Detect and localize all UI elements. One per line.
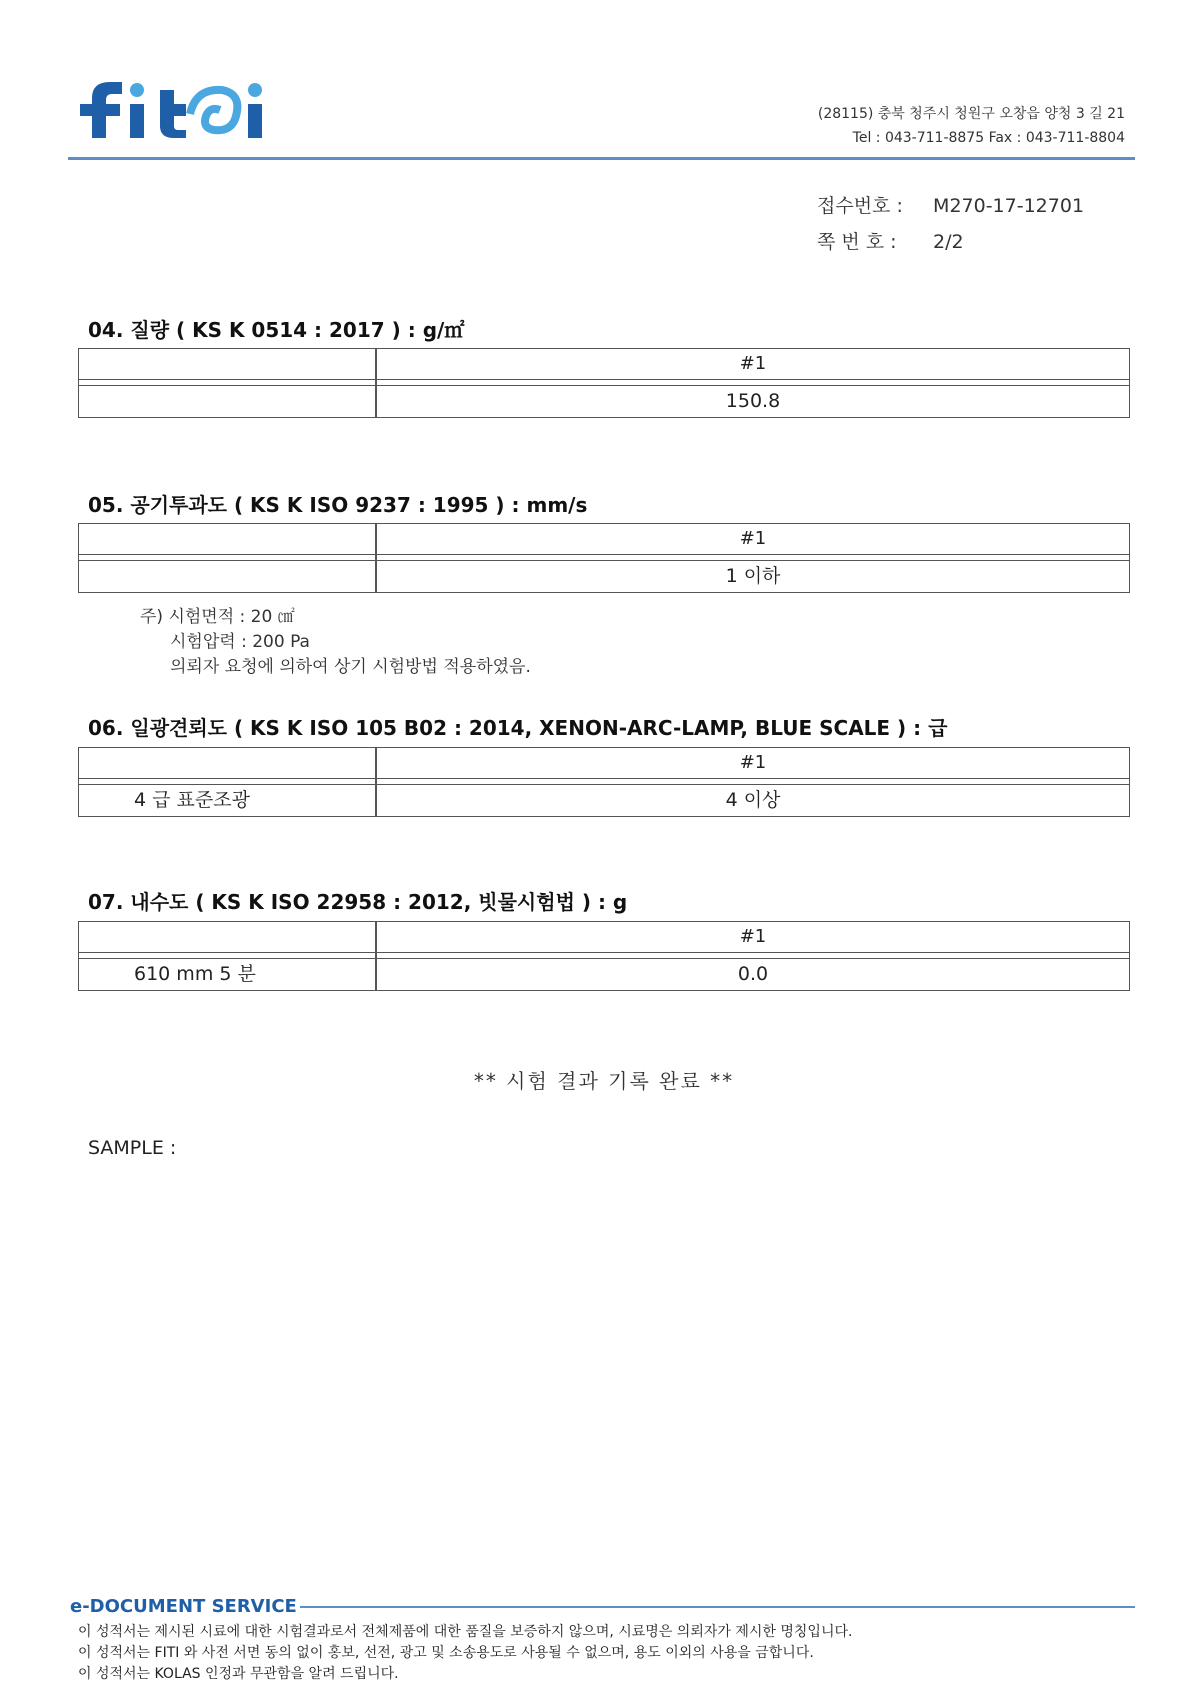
- page-number-value: 2/2: [933, 231, 964, 253]
- result-cell: 1 이하: [725, 565, 781, 587]
- company-address-block: [818, 102, 1125, 150]
- test-note: [140, 605, 531, 680]
- disclaimer-line: 이 성적서는 제시된 시료에 대한 시험결과로서 전체제품에 대한 품질을 보증하지 않으며, 시료명은 의뢰자가 제시한 명칭입니다.: [78, 1624, 853, 1640]
- note-line: 의뢰자 요청에 의하여 상기 시험방법 적용하였음.: [170, 657, 531, 677]
- page-number-row: [817, 224, 1084, 260]
- receipt-info: [817, 188, 1084, 260]
- result-cell: 0.0: [737, 963, 769, 985]
- sample-label: SAMPLE :: [88, 1137, 177, 1159]
- disclaimer-block: [78, 1622, 852, 1685]
- fiti-logo: [78, 70, 278, 150]
- contact-text: Tel : 043-711-8875 Fax : 043-711-8804: [852, 130, 1125, 146]
- sample-column-header: #1: [739, 752, 767, 773]
- receipt-number-value: M270-17-12701: [933, 195, 1085, 217]
- result-cell: 4 이상: [725, 789, 781, 811]
- section-title-air-permeability: 05. 공기투과도 ( KS K ISO 9237 : 1995 ) : mm/s: [88, 493, 588, 517]
- completion-notice: ** 시험 결과 기록 완료 **: [473, 1069, 735, 1093]
- receipt-number-row: [817, 188, 1084, 224]
- section-title-mass: 04. 질량 ( KS K 0514 : 2017 ) : g/㎡: [88, 318, 465, 342]
- header-divider: [68, 157, 1135, 160]
- disclaimer-line: 이 성적서는 KOLAS 인정과 무관함을 알려 드립니다.: [78, 1666, 399, 1682]
- condition-cell: 610 mm 5 분: [134, 963, 256, 985]
- results-table-mass: [78, 348, 1130, 418]
- condition-cell: 4 급 표준조광: [134, 789, 250, 811]
- results-table-water-resistance: [78, 921, 1130, 991]
- disclaimer-line: 이 성적서는 FITI 와 사전 서면 동의 없이 홍보, 선전, 광고 및 소송용도로 사용될 수 없으며, 용도 이외의 사용을 금합니다.: [78, 1645, 814, 1661]
- sample-column-header: #1: [739, 528, 767, 549]
- receipt-number-label: 접수번호 :: [817, 195, 903, 217]
- address-text: (28115) 충북 청주시 청원구 오창읍 양청 3 길 21: [817, 106, 1125, 122]
- sample-column-header: #1: [739, 926, 767, 947]
- sample-column-header: #1: [739, 353, 767, 374]
- section-title-water-resistance: 07. 내수도 ( KS K ISO 22958 : 2012, 빗물시험법 ) : g: [88, 890, 628, 914]
- note-line: 시험압력 : 200 Pa: [170, 632, 310, 652]
- e-document-service-label: e-DOCUMENT SERVICE: [70, 1596, 297, 1617]
- page-number-label: 쪽 번 호 :: [817, 231, 897, 253]
- results-table-air-permeability: [78, 523, 1130, 593]
- results-table-light-fastness: [78, 747, 1130, 817]
- result-cell: 150.8: [725, 390, 781, 412]
- footer-divider: [300, 1606, 1135, 1608]
- note-line: 주) 시험면적 : 20 ㎠: [140, 607, 295, 627]
- section-title-light-fastness: 06. 일광견뢰도 ( KS K ISO 105 B02 : 2014, XENON-ARC-LAMP, BLUE SCALE ) : 급: [88, 716, 948, 740]
